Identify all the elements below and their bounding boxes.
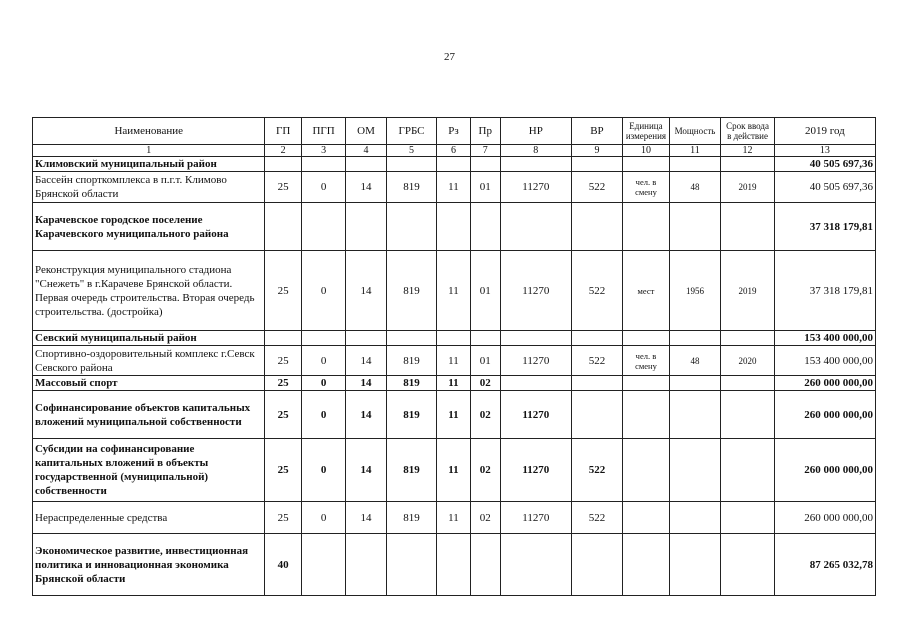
header-term: Срок ввода в действие bbox=[721, 118, 775, 145]
header-grbs: ГРБС bbox=[386, 118, 437, 145]
cell-pr: 02 bbox=[470, 391, 500, 439]
cell-gp bbox=[265, 203, 301, 251]
cell-pr bbox=[470, 534, 500, 596]
cell-pgp: 0 bbox=[301, 376, 345, 391]
cell-amount: 260 000 000,00 bbox=[774, 439, 875, 502]
column-number: 13 bbox=[774, 145, 875, 157]
budget-table bbox=[32, 117, 876, 596]
cell-om: 14 bbox=[346, 172, 386, 203]
cell-pr: 01 bbox=[470, 346, 500, 376]
row-name: Субсидии на софинансирование капитальных вложений в объекты государственной (муниципальной) собственности bbox=[33, 439, 265, 502]
cell-nr: 11270 bbox=[500, 391, 571, 439]
cell-vr bbox=[571, 203, 623, 251]
row-name: Климовский муниципальный район bbox=[33, 157, 265, 172]
cell-unit bbox=[623, 331, 669, 346]
cell-gp: 25 bbox=[265, 251, 301, 331]
table-row bbox=[33, 534, 876, 596]
page-number: 27 bbox=[444, 51, 455, 63]
cell-nr bbox=[500, 157, 571, 172]
cell-power bbox=[669, 376, 721, 391]
cell-grbs: 819 bbox=[386, 502, 437, 534]
cell-vr: 522 bbox=[571, 172, 623, 203]
cell-vr bbox=[571, 331, 623, 346]
cell-om bbox=[346, 157, 386, 172]
cell-power bbox=[669, 534, 721, 596]
cell-unit bbox=[623, 391, 669, 439]
cell-amount: 260 000 000,00 bbox=[774, 391, 875, 439]
cell-nr: 11270 bbox=[500, 172, 571, 203]
cell-vr: 522 bbox=[571, 251, 623, 331]
cell-term bbox=[721, 331, 775, 346]
cell-rz: 11 bbox=[437, 376, 470, 391]
cell-om: 14 bbox=[346, 391, 386, 439]
cell-om bbox=[346, 331, 386, 346]
cell-term: 2020 bbox=[721, 346, 775, 376]
cell-amount: 153 400 000,00 bbox=[774, 331, 875, 346]
row-name: Экономическое развитие, инвестиционная политика и инновационная экономика Брянской области bbox=[33, 534, 265, 596]
cell-power: 48 bbox=[669, 172, 721, 203]
cell-gp: 25 bbox=[265, 346, 301, 376]
cell-amount: 37 318 179,81 bbox=[774, 251, 875, 331]
column-number: 7 bbox=[470, 145, 500, 157]
cell-pr: 02 bbox=[470, 376, 500, 391]
column-number: 1 bbox=[33, 145, 265, 157]
cell-om: 14 bbox=[346, 439, 386, 502]
cell-rz bbox=[437, 157, 470, 172]
cell-pgp: 0 bbox=[301, 502, 345, 534]
row-name: Нераспределенные средства bbox=[33, 502, 265, 534]
cell-pgp: 0 bbox=[301, 172, 345, 203]
cell-power bbox=[669, 391, 721, 439]
cell-om: 14 bbox=[346, 251, 386, 331]
header-gp: ГП bbox=[265, 118, 301, 145]
column-number: 11 bbox=[669, 145, 721, 157]
cell-pr bbox=[470, 157, 500, 172]
cell-nr: 11270 bbox=[500, 502, 571, 534]
cell-vr bbox=[571, 534, 623, 596]
cell-unit bbox=[623, 157, 669, 172]
cell-amount: 37 318 179,81 bbox=[774, 203, 875, 251]
cell-pr: 02 bbox=[470, 439, 500, 502]
cell-unit: мест bbox=[623, 251, 669, 331]
cell-nr bbox=[500, 376, 571, 391]
cell-power bbox=[669, 203, 721, 251]
cell-vr bbox=[571, 391, 623, 439]
header-nr: НР bbox=[500, 118, 571, 145]
header-rz: Рз bbox=[437, 118, 470, 145]
cell-om: 14 bbox=[346, 346, 386, 376]
cell-gp bbox=[265, 331, 301, 346]
cell-pgp bbox=[301, 157, 345, 172]
cell-grbs: 819 bbox=[386, 172, 437, 203]
row-name: Реконструкция муниципального стадиона "Снежеть" в г.Карачеве Брянской области. Первая очередь строительства. Вторая очередь строительства. (достройка) bbox=[33, 251, 265, 331]
column-number-row bbox=[33, 145, 876, 157]
cell-unit bbox=[623, 203, 669, 251]
cell-vr bbox=[571, 376, 623, 391]
cell-amount: 40 505 697,36 bbox=[774, 172, 875, 203]
table-row bbox=[33, 439, 876, 502]
cell-gp: 25 bbox=[265, 502, 301, 534]
column-number: 5 bbox=[386, 145, 437, 157]
cell-term bbox=[721, 502, 775, 534]
cell-term bbox=[721, 391, 775, 439]
cell-power bbox=[669, 502, 721, 534]
cell-nr bbox=[500, 331, 571, 346]
table-row bbox=[33, 251, 876, 331]
cell-term bbox=[721, 203, 775, 251]
cell-nr: 11270 bbox=[500, 439, 571, 502]
row-name: Софинансирование объектов капитальных вложений муниципальной собственности bbox=[33, 391, 265, 439]
header-pgp: ПГП bbox=[301, 118, 345, 145]
cell-grbs bbox=[386, 331, 437, 346]
cell-nr bbox=[500, 203, 571, 251]
cell-pr: 01 bbox=[470, 251, 500, 331]
cell-term: 2019 bbox=[721, 251, 775, 331]
cell-pgp: 0 bbox=[301, 346, 345, 376]
cell-pr: 01 bbox=[470, 172, 500, 203]
row-name: Спортивно-оздоровительный комплекс г.Севск Севского района bbox=[33, 346, 265, 376]
cell-amount: 87 265 032,78 bbox=[774, 534, 875, 596]
cell-unit bbox=[623, 534, 669, 596]
column-number: 9 bbox=[571, 145, 623, 157]
cell-power bbox=[669, 439, 721, 502]
cell-gp: 25 bbox=[265, 391, 301, 439]
header-unit: Единица измерения bbox=[623, 118, 669, 145]
header-row bbox=[33, 118, 876, 145]
cell-gp bbox=[265, 157, 301, 172]
cell-pr bbox=[470, 203, 500, 251]
cell-rz bbox=[437, 203, 470, 251]
cell-rz bbox=[437, 331, 470, 346]
column-number: 8 bbox=[500, 145, 571, 157]
cell-grbs: 819 bbox=[386, 376, 437, 391]
cell-pgp: 0 bbox=[301, 251, 345, 331]
table-row bbox=[33, 331, 876, 346]
row-name: Массовый спорт bbox=[33, 376, 265, 391]
table-row bbox=[33, 157, 876, 172]
cell-pgp bbox=[301, 203, 345, 251]
cell-rz: 11 bbox=[437, 502, 470, 534]
table-row bbox=[33, 376, 876, 391]
cell-grbs bbox=[386, 203, 437, 251]
cell-term bbox=[721, 376, 775, 391]
cell-vr: 522 bbox=[571, 502, 623, 534]
header-om: ОМ bbox=[346, 118, 386, 145]
cell-om bbox=[346, 534, 386, 596]
cell-amount: 40 505 697,36 bbox=[774, 157, 875, 172]
cell-term: 2019 bbox=[721, 172, 775, 203]
column-number: 10 bbox=[623, 145, 669, 157]
cell-gp: 25 bbox=[265, 439, 301, 502]
cell-power: 1956 bbox=[669, 251, 721, 331]
cell-grbs: 819 bbox=[386, 251, 437, 331]
cell-gp: 25 bbox=[265, 376, 301, 391]
header-pr: Пр bbox=[470, 118, 500, 145]
cell-amount: 153 400 000,00 bbox=[774, 346, 875, 376]
cell-om: 14 bbox=[346, 376, 386, 391]
cell-power bbox=[669, 157, 721, 172]
cell-om bbox=[346, 203, 386, 251]
column-number: 6 bbox=[437, 145, 470, 157]
column-number: 12 bbox=[721, 145, 775, 157]
cell-pr: 02 bbox=[470, 502, 500, 534]
cell-rz: 11 bbox=[437, 391, 470, 439]
table-row bbox=[33, 346, 876, 376]
cell-pgp bbox=[301, 331, 345, 346]
cell-unit bbox=[623, 376, 669, 391]
cell-unit: чел. в смену bbox=[623, 172, 669, 203]
cell-grbs bbox=[386, 157, 437, 172]
cell-pgp: 0 bbox=[301, 439, 345, 502]
cell-nr: 11270 bbox=[500, 346, 571, 376]
table-row bbox=[33, 502, 876, 534]
cell-grbs: 819 bbox=[386, 346, 437, 376]
cell-nr: 11270 bbox=[500, 251, 571, 331]
cell-rz bbox=[437, 534, 470, 596]
cell-gp: 40 bbox=[265, 534, 301, 596]
header-vr: ВР bbox=[571, 118, 623, 145]
cell-grbs bbox=[386, 534, 437, 596]
header-power: Мощность bbox=[669, 118, 721, 145]
cell-om: 14 bbox=[346, 502, 386, 534]
cell-vr: 522 bbox=[571, 439, 623, 502]
column-number: 3 bbox=[301, 145, 345, 157]
cell-term bbox=[721, 157, 775, 172]
cell-pgp bbox=[301, 534, 345, 596]
cell-amount: 260 000 000,00 bbox=[774, 376, 875, 391]
cell-unit bbox=[623, 439, 669, 502]
cell-unit bbox=[623, 502, 669, 534]
cell-unit: чел. в смену bbox=[623, 346, 669, 376]
cell-grbs: 819 bbox=[386, 391, 437, 439]
cell-amount: 260 000 000,00 bbox=[774, 502, 875, 534]
cell-gp: 25 bbox=[265, 172, 301, 203]
cell-vr: 522 bbox=[571, 346, 623, 376]
cell-pgp: 0 bbox=[301, 391, 345, 439]
row-name: Карачевское городское поселение Карачевского муниципального района bbox=[33, 203, 265, 251]
table-row bbox=[33, 172, 876, 203]
cell-pr bbox=[470, 331, 500, 346]
cell-vr bbox=[571, 157, 623, 172]
row-name: Бассейн спорткомплекса в п.г.т. Климово Брянской области bbox=[33, 172, 265, 203]
cell-nr bbox=[500, 534, 571, 596]
row-name: Севский муниципальный район bbox=[33, 331, 265, 346]
cell-term bbox=[721, 439, 775, 502]
cell-rz: 11 bbox=[437, 346, 470, 376]
cell-grbs: 819 bbox=[386, 439, 437, 502]
cell-rz: 11 bbox=[437, 251, 470, 331]
column-number: 2 bbox=[265, 145, 301, 157]
column-number: 4 bbox=[346, 145, 386, 157]
cell-term bbox=[721, 534, 775, 596]
cell-rz: 11 bbox=[437, 439, 470, 502]
cell-power: 48 bbox=[669, 346, 721, 376]
table-row bbox=[33, 391, 876, 439]
header-name: Наименование bbox=[33, 118, 265, 145]
cell-power bbox=[669, 331, 721, 346]
header-year: 2019 год bbox=[774, 118, 875, 145]
table-row bbox=[33, 203, 876, 251]
cell-rz: 11 bbox=[437, 172, 470, 203]
